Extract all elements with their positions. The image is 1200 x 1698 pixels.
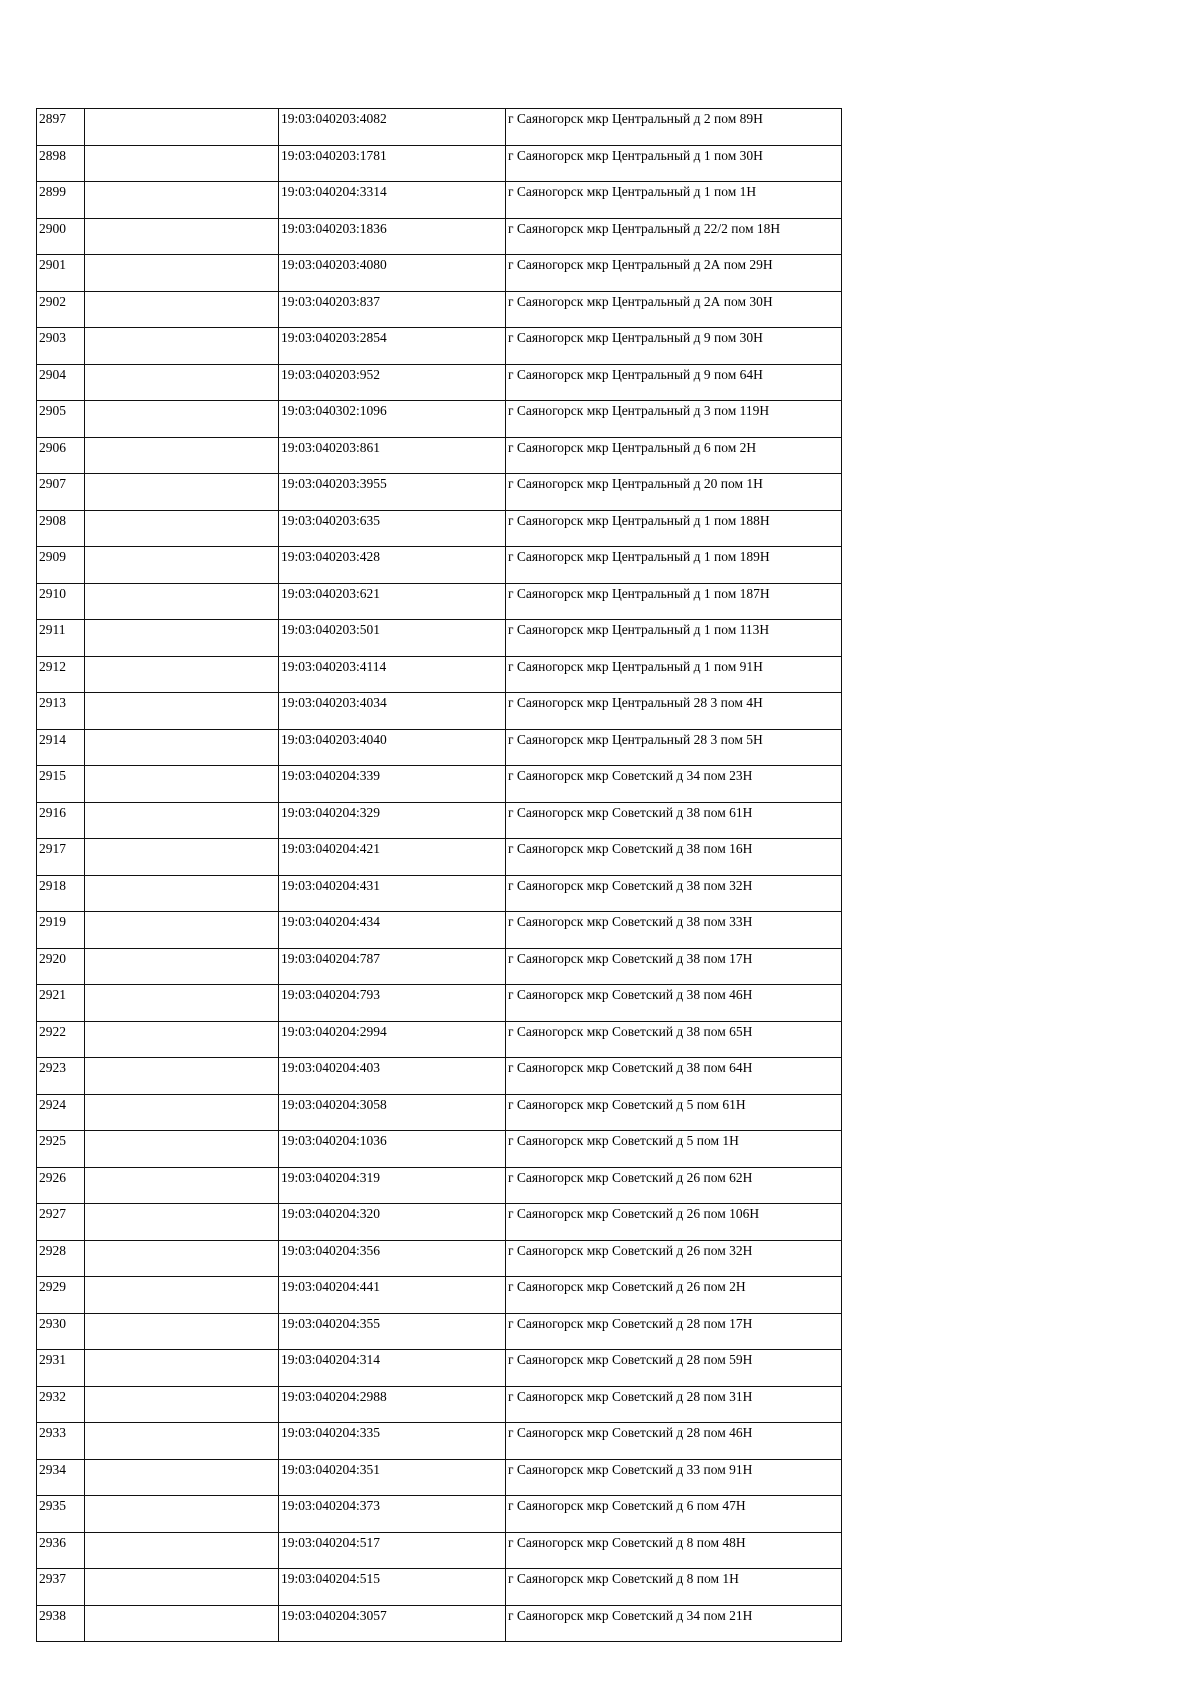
cadastral-number-cell: 19:03:040204:335 (279, 1423, 506, 1460)
row-number-cell: 2897 (37, 109, 85, 146)
address-cell: г Саяногорск мкр Центральный д 2А пом 30Н (506, 291, 842, 328)
address-cell: г Саяногорск мкр Центральный д 1 пом 113Н (506, 620, 842, 657)
row-number-cell: 2926 (37, 1167, 85, 1204)
row-number-cell: 2901 (37, 255, 85, 292)
table-row (37, 1350, 842, 1387)
row-number-cell: 2919 (37, 912, 85, 949)
owner-cell (85, 401, 279, 438)
cadastral-number-cell: 19:03:040204:517 (279, 1532, 506, 1569)
row-number-cell: 2931 (37, 1350, 85, 1387)
address-cell: г Саяногорск мкр Центральный д 22/2 пом 18Н (506, 218, 842, 255)
cadastral-number-cell: 19:03:040204:3314 (279, 182, 506, 219)
row-number-cell: 2920 (37, 948, 85, 985)
address-cell: г Саяногорск мкр Центральный д 20 пом 1Н (506, 474, 842, 511)
table-row (37, 547, 842, 584)
cadastral-number-cell: 19:03:040204:351 (279, 1459, 506, 1496)
row-number-cell: 2917 (37, 839, 85, 876)
address-cell: г Саяногорск мкр Центральный д 1 пом 1Н (506, 182, 842, 219)
owner-cell (85, 1386, 279, 1423)
address-cell: г Саяногорск мкр Советский д 28 пом 17Н (506, 1313, 842, 1350)
address-cell: г Саяногорск мкр Советский д 26 пом 62Н (506, 1167, 842, 1204)
address-cell: г Саяногорск мкр Центральный д 3 пом 119Н (506, 401, 842, 438)
table-row (37, 474, 842, 511)
table-row (37, 693, 842, 730)
cadastral-number-cell: 19:03:040204:320 (279, 1204, 506, 1241)
owner-cell (85, 1313, 279, 1350)
address-cell: г Саяногорск мкр Советский д 38 пом 65Н (506, 1021, 842, 1058)
row-number-cell: 2925 (37, 1131, 85, 1168)
table-row (37, 1423, 842, 1460)
table-row (37, 1459, 842, 1496)
row-number-cell: 2908 (37, 510, 85, 547)
address-cell: г Саяногорск мкр Советский д 5 пом 61Н (506, 1094, 842, 1131)
owner-cell (85, 364, 279, 401)
row-number-cell: 2937 (37, 1569, 85, 1606)
owner-cell (85, 656, 279, 693)
table-row (37, 620, 842, 657)
owner-cell (85, 255, 279, 292)
row-number-cell: 2923 (37, 1058, 85, 1095)
owner-cell (85, 875, 279, 912)
table-row (37, 1386, 842, 1423)
row-number-cell: 2932 (37, 1386, 85, 1423)
cadastral-number-cell: 19:03:040203:1836 (279, 218, 506, 255)
table-row (37, 875, 842, 912)
owner-cell (85, 510, 279, 547)
table-row (37, 1569, 842, 1606)
owner-cell (85, 1167, 279, 1204)
table-row (37, 912, 842, 949)
table-row (37, 583, 842, 620)
owner-cell (85, 145, 279, 182)
owner-cell (85, 1569, 279, 1606)
address-cell: г Саяногорск мкр Центральный д 1 пом 30Н (506, 145, 842, 182)
owner-cell (85, 474, 279, 511)
address-cell: г Саяногорск мкр Советский д 28 пом 46Н (506, 1423, 842, 1460)
table-row (37, 255, 842, 292)
cadastral-number-cell: 19:03:040204:793 (279, 985, 506, 1022)
address-cell: г Саяногорск мкр Центральный д 1 пом 188Н (506, 510, 842, 547)
cadastral-number-cell: 19:03:040203:621 (279, 583, 506, 620)
cadastral-number-cell: 19:03:040204:319 (279, 1167, 506, 1204)
row-number-cell: 2898 (37, 145, 85, 182)
owner-cell (85, 437, 279, 474)
address-cell: г Саяногорск мкр Центральный 28 3 пом 5Н (506, 729, 842, 766)
address-cell: г Саяногорск мкр Центральный д 1 пом 187Н (506, 583, 842, 620)
row-number-cell: 2915 (37, 766, 85, 803)
owner-cell (85, 620, 279, 657)
cadastral-number-cell: 19:03:040204:355 (279, 1313, 506, 1350)
table-row (37, 364, 842, 401)
cadastral-number-cell: 19:03:040204:787 (279, 948, 506, 985)
table-row (37, 218, 842, 255)
address-cell: г Саяногорск мкр Центральный д 6 пом 2Н (506, 437, 842, 474)
address-cell: г Саяногорск мкр Центральный д 9 пом 64Н (506, 364, 842, 401)
cadastral-number-cell: 19:03:040203:837 (279, 291, 506, 328)
owner-cell (85, 182, 279, 219)
address-cell: г Саяногорск мкр Советский д 38 пом 33Н (506, 912, 842, 949)
address-cell: г Саяногорск мкр Центральный 28 3 пом 4Н (506, 693, 842, 730)
row-number-cell: 2927 (37, 1204, 85, 1241)
owner-cell (85, 802, 279, 839)
owner-cell (85, 729, 279, 766)
cadastral-number-cell: 19:03:040204:434 (279, 912, 506, 949)
address-cell: г Саяногорск мкр Советский д 38 пом 46Н (506, 985, 842, 1022)
cadastral-number-cell: 19:03:040204:2988 (279, 1386, 506, 1423)
cadastral-number-cell: 19:03:040203:428 (279, 547, 506, 584)
row-number-cell: 2909 (37, 547, 85, 584)
owner-cell (85, 1277, 279, 1314)
cadastral-number-cell: 19:03:040203:501 (279, 620, 506, 657)
row-number-cell: 2924 (37, 1094, 85, 1131)
table-row (37, 1532, 842, 1569)
owner-cell (85, 693, 279, 730)
table-row (37, 948, 842, 985)
table-row (37, 1605, 842, 1642)
cadastral-number-cell: 19:03:040204:314 (279, 1350, 506, 1387)
row-number-cell: 2904 (37, 364, 85, 401)
owner-cell (85, 766, 279, 803)
table-row (37, 839, 842, 876)
owner-cell (85, 1350, 279, 1387)
table-row (37, 401, 842, 438)
row-number-cell: 2902 (37, 291, 85, 328)
row-number-cell: 2911 (37, 620, 85, 657)
cadastral-number-cell: 19:03:040204:3058 (279, 1094, 506, 1131)
cadastral-number-cell: 19:03:040203:2854 (279, 328, 506, 365)
owner-cell (85, 583, 279, 620)
owner-cell (85, 1094, 279, 1131)
cadastral-number-cell: 19:03:040204:2994 (279, 1021, 506, 1058)
address-cell: г Саяногорск мкр Центральный д 2А пом 29Н (506, 255, 842, 292)
cadastral-number-cell: 19:03:040204:515 (279, 1569, 506, 1606)
row-number-cell: 2906 (37, 437, 85, 474)
row-number-cell: 2913 (37, 693, 85, 730)
table-row (37, 1058, 842, 1095)
table-row (37, 766, 842, 803)
table-row (37, 328, 842, 365)
row-number-cell: 2934 (37, 1459, 85, 1496)
address-cell: г Саяногорск мкр Советский д 8 пом 48Н (506, 1532, 842, 1569)
table-row (37, 1167, 842, 1204)
table-row (37, 1094, 842, 1131)
cadastral-number-cell: 19:03:040302:1096 (279, 401, 506, 438)
table-row (37, 182, 842, 219)
row-number-cell: 2907 (37, 474, 85, 511)
address-cell: г Саяногорск мкр Советский д 33 пом 91Н (506, 1459, 842, 1496)
cadastral-number-cell: 19:03:040203:3955 (279, 474, 506, 511)
owner-cell (85, 1058, 279, 1095)
row-number-cell: 2921 (37, 985, 85, 1022)
row-number-cell: 2899 (37, 182, 85, 219)
address-cell: г Саяногорск мкр Советский д 26 пом 2Н (506, 1277, 842, 1314)
row-number-cell: 2914 (37, 729, 85, 766)
table-row (37, 1021, 842, 1058)
owner-cell (85, 948, 279, 985)
address-cell: г Саяногорск мкр Советский д 28 пом 59Н (506, 1350, 842, 1387)
address-cell: г Саяногорск мкр Советский д 38 пом 17Н (506, 948, 842, 985)
row-number-cell: 2933 (37, 1423, 85, 1460)
address-cell: г Саяногорск мкр Советский д 28 пом 31Н (506, 1386, 842, 1423)
cadastral-number-cell: 19:03:040204:431 (279, 875, 506, 912)
cadastral-number-cell: 19:03:040204:339 (279, 766, 506, 803)
address-cell: г Саяногорск мкр Центральный д 1 пом 189Н (506, 547, 842, 584)
row-number-cell: 2936 (37, 1532, 85, 1569)
owner-cell (85, 1605, 279, 1642)
row-number-cell: 2912 (37, 656, 85, 693)
owner-cell (85, 1532, 279, 1569)
property-table (36, 108, 842, 1642)
row-number-cell: 2938 (37, 1605, 85, 1642)
owner-cell (85, 1240, 279, 1277)
table-row (37, 291, 842, 328)
row-number-cell: 2905 (37, 401, 85, 438)
owner-cell (85, 985, 279, 1022)
cadastral-number-cell: 19:03:040204:441 (279, 1277, 506, 1314)
address-cell: г Саяногорск мкр Центральный д 1 пом 91Н (506, 656, 842, 693)
address-cell: г Саяногорск мкр Советский д 8 пом 1Н (506, 1569, 842, 1606)
owner-cell (85, 218, 279, 255)
owner-cell (85, 291, 279, 328)
table-row (37, 1277, 842, 1314)
cadastral-number-cell: 19:03:040203:4082 (279, 109, 506, 146)
row-number-cell: 2903 (37, 328, 85, 365)
owner-cell (85, 912, 279, 949)
owner-cell (85, 328, 279, 365)
owner-cell (85, 1459, 279, 1496)
row-number-cell: 2916 (37, 802, 85, 839)
cadastral-number-cell: 19:03:040203:4114 (279, 656, 506, 693)
cadastral-number-cell: 19:03:040204:329 (279, 802, 506, 839)
owner-cell (85, 1131, 279, 1168)
table-row (37, 1313, 842, 1350)
cadastral-number-cell: 19:03:040203:635 (279, 510, 506, 547)
address-cell: г Саяногорск мкр Советский д 38 пом 61Н (506, 802, 842, 839)
cadastral-number-cell: 19:03:040203:4080 (279, 255, 506, 292)
table-body (37, 109, 842, 1642)
table-row (37, 1131, 842, 1168)
row-number-cell: 2928 (37, 1240, 85, 1277)
address-cell: г Саяногорск мкр Советский д 26 пом 32Н (506, 1240, 842, 1277)
address-cell: г Саяногорск мкр Советский д 38 пом 32Н (506, 875, 842, 912)
address-cell: г Саяногорск мкр Советский д 34 пом 23Н (506, 766, 842, 803)
owner-cell (85, 1423, 279, 1460)
table-row (37, 802, 842, 839)
row-number-cell: 2930 (37, 1313, 85, 1350)
table-row (37, 510, 842, 547)
table-row (37, 437, 842, 474)
owner-cell (85, 1021, 279, 1058)
cadastral-number-cell: 19:03:040203:4034 (279, 693, 506, 730)
cadastral-number-cell: 19:03:040204:421 (279, 839, 506, 876)
row-number-cell: 2918 (37, 875, 85, 912)
owner-cell (85, 547, 279, 584)
address-cell: г Саяногорск мкр Центральный д 2 пом 89Н (506, 109, 842, 146)
row-number-cell: 2929 (37, 1277, 85, 1314)
cadastral-number-cell: 19:03:040203:4040 (279, 729, 506, 766)
row-number-cell: 2910 (37, 583, 85, 620)
address-cell: г Саяногорск мкр Центральный д 9 пом 30Н (506, 328, 842, 365)
table-row (37, 145, 842, 182)
cadastral-number-cell: 19:03:040204:403 (279, 1058, 506, 1095)
address-cell: г Саяногорск мкр Советский д 6 пом 47Н (506, 1496, 842, 1533)
address-cell: г Саяногорск мкр Советский д 34 пом 21Н (506, 1605, 842, 1642)
table-row (37, 1496, 842, 1533)
row-number-cell: 2900 (37, 218, 85, 255)
row-number-cell: 2922 (37, 1021, 85, 1058)
owner-cell (85, 839, 279, 876)
table-row (37, 109, 842, 146)
cadastral-number-cell: 19:03:040203:952 (279, 364, 506, 401)
table-row (37, 1240, 842, 1277)
owner-cell (85, 1204, 279, 1241)
address-cell: г Саяногорск мкр Советский д 38 пом 64Н (506, 1058, 842, 1095)
address-cell: г Саяногорск мкр Советский д 38 пом 16Н (506, 839, 842, 876)
table-row (37, 729, 842, 766)
row-number-cell: 2935 (37, 1496, 85, 1533)
cadastral-number-cell: 19:03:040204:3057 (279, 1605, 506, 1642)
cadastral-number-cell: 19:03:040204:356 (279, 1240, 506, 1277)
address-cell: г Саяногорск мкр Советский д 5 пом 1Н (506, 1131, 842, 1168)
cadastral-number-cell: 19:03:040204:1036 (279, 1131, 506, 1168)
table-row (37, 656, 842, 693)
table-row (37, 985, 842, 1022)
owner-cell (85, 109, 279, 146)
table-row (37, 1204, 842, 1241)
cadastral-number-cell: 19:03:040203:861 (279, 437, 506, 474)
address-cell: г Саяногорск мкр Советский д 26 пом 106Н (506, 1204, 842, 1241)
cadastral-number-cell: 19:03:040204:373 (279, 1496, 506, 1533)
owner-cell (85, 1496, 279, 1533)
cadastral-number-cell: 19:03:040203:1781 (279, 145, 506, 182)
